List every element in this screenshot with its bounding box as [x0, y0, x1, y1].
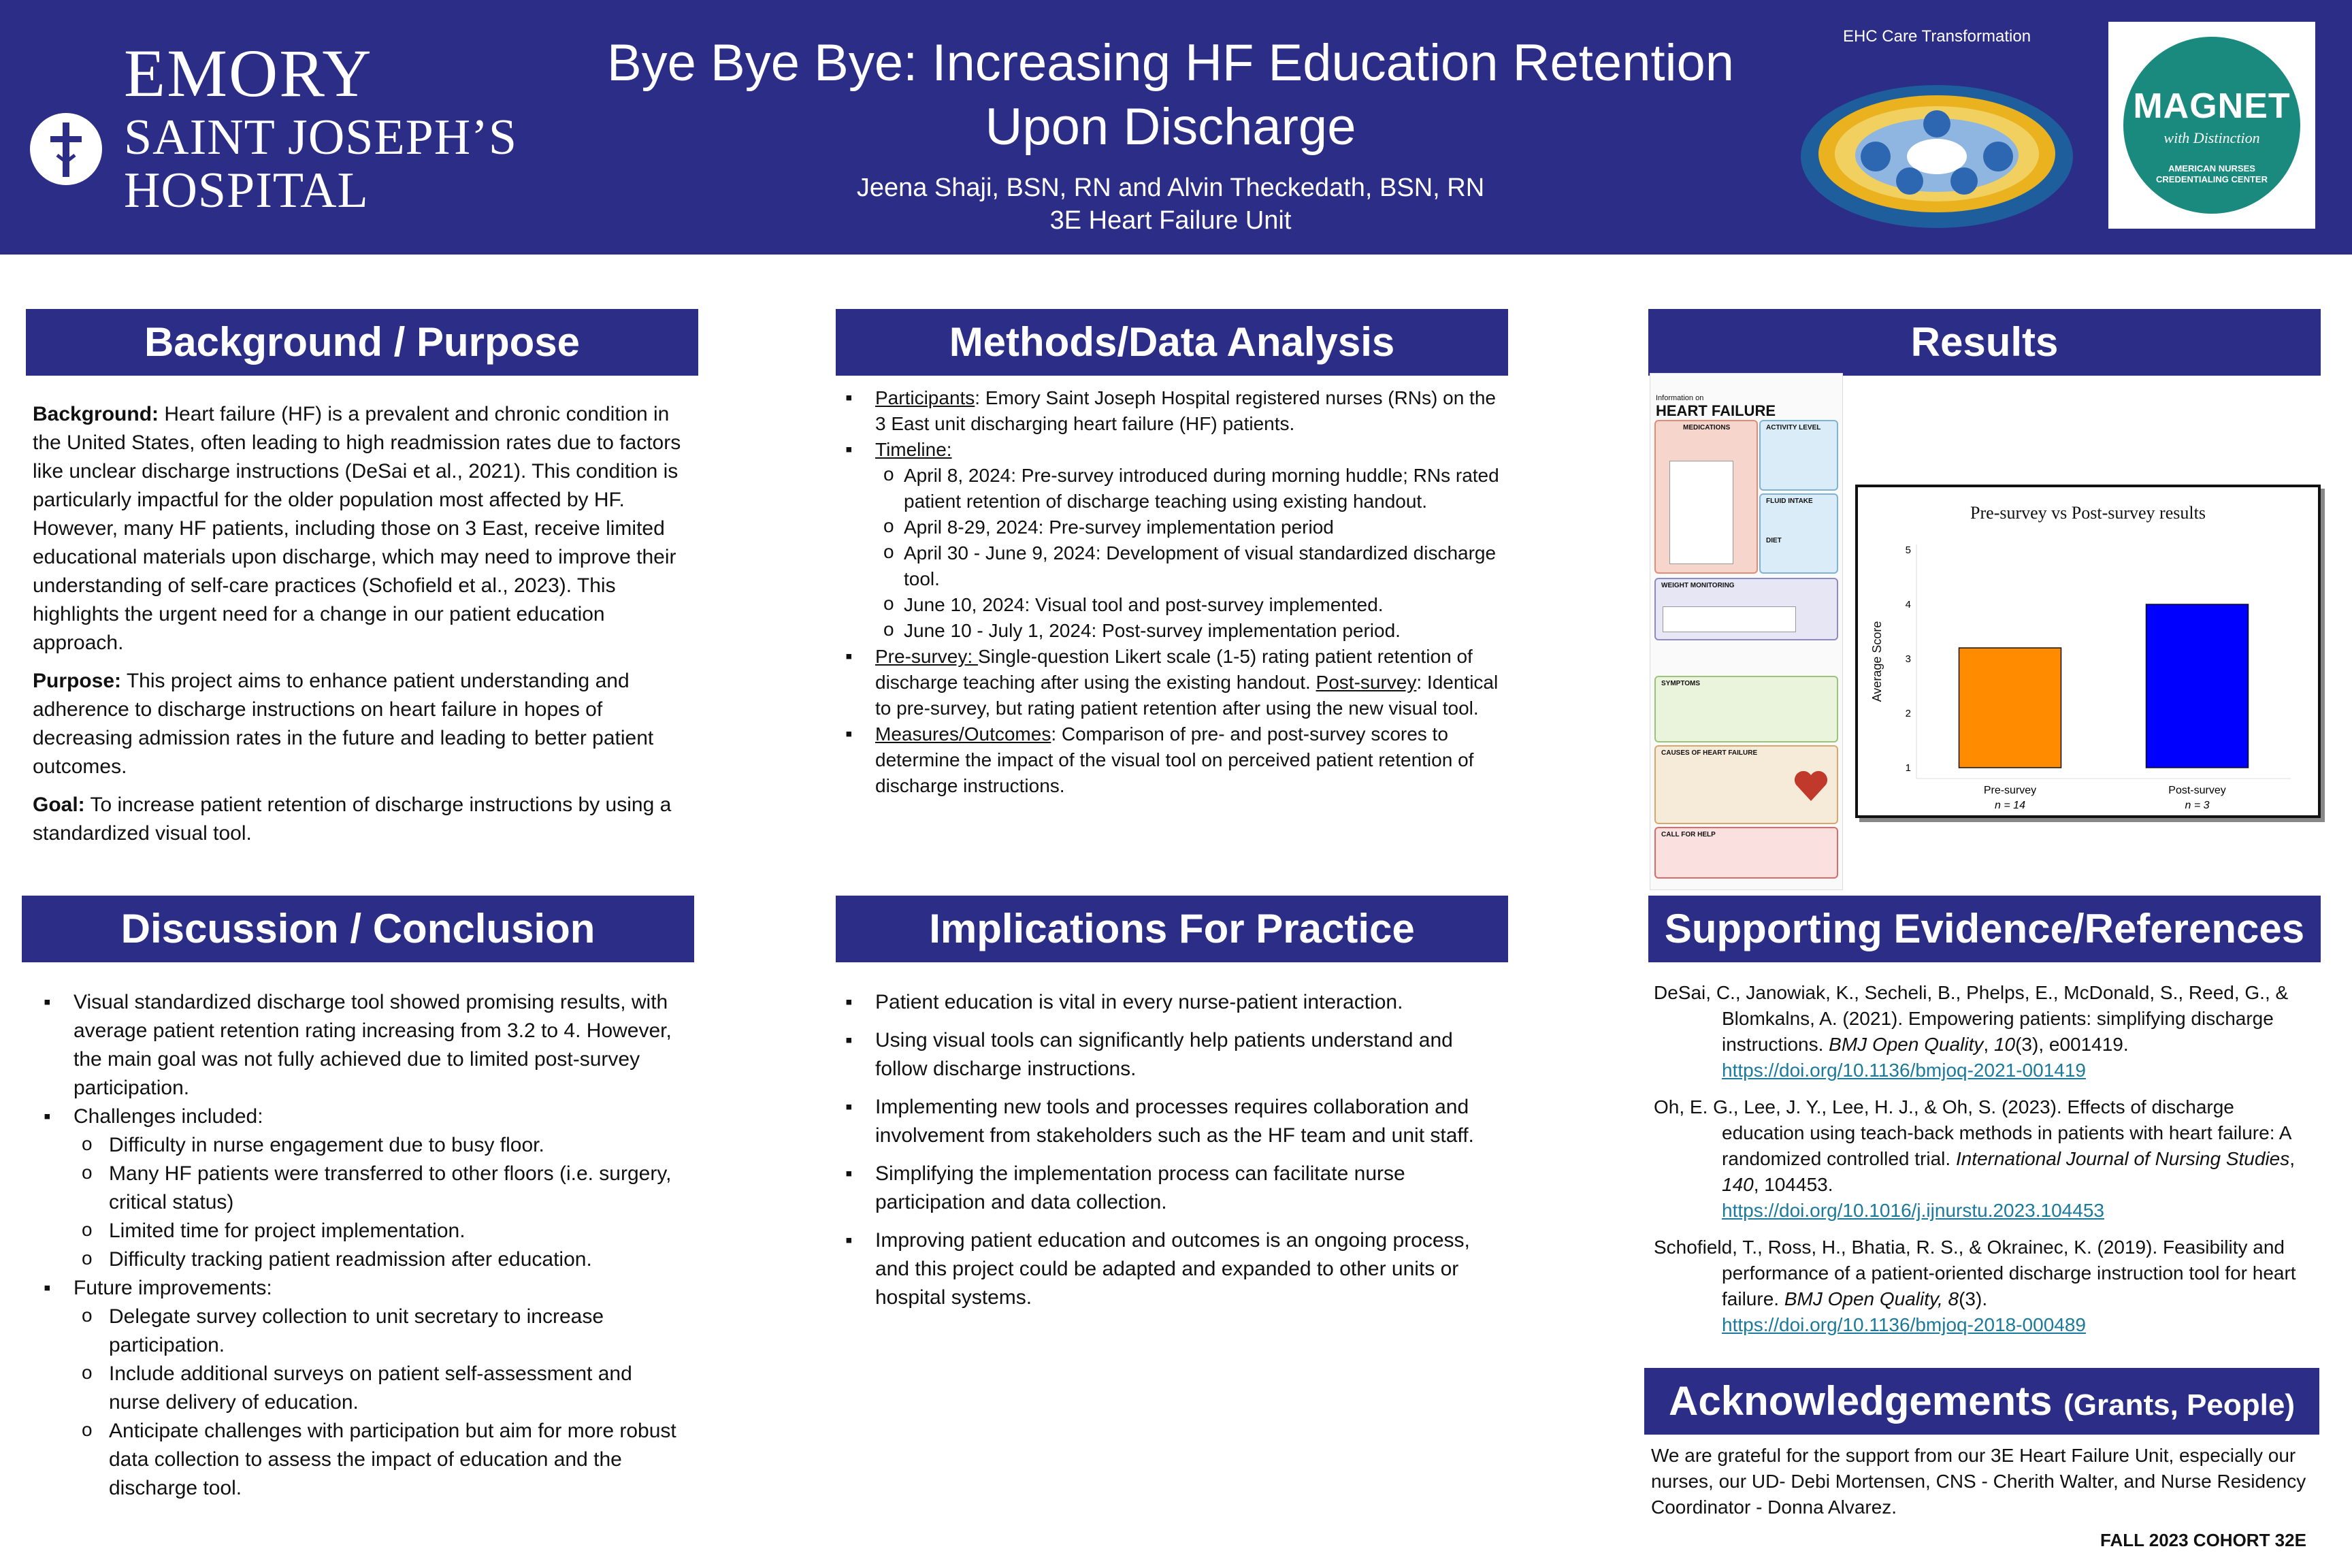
- magnet-org: AMERICAN NURSES CREDENTIALING CENTER: [2156, 163, 2268, 184]
- title-line-1: Bye Bye Bye: Increasing HF Education Retention: [606, 34, 1734, 92]
- reference-item: [1654, 980, 2321, 1083]
- magnet-badge: [2108, 22, 2315, 229]
- handout-title: HEART FAILURE: [1656, 402, 1776, 419]
- magnet-subtitle: with Distinction: [2163, 129, 2260, 146]
- presurvey-text: Single-question Likert scale (1-5) rating patient retention of discharge teaching after using the existing handout.: [875, 646, 1473, 693]
- medication-table: [1669, 461, 1733, 564]
- call-box: [1654, 827, 1838, 879]
- postsurvey-label: Post-survey: [1316, 672, 1417, 693]
- chart-y-ticks: [1906, 544, 1911, 774]
- background-body: [33, 400, 694, 858]
- ref1-volume: 10: [1993, 1034, 2016, 1055]
- chart-x-tick: Post-survey: [2168, 785, 2226, 796]
- background-paragraph: [33, 400, 694, 657]
- methods-body: [836, 385, 1505, 799]
- participants-text: : Emory Saint Joseph Hospital registered nurses (RNs) on the 3 East unit discharging heart failure (HF) patients.: [875, 387, 1496, 434]
- future-item: o Include additional surveys on patient self-assessment and nurse delivery of education.: [74, 1360, 687, 1417]
- purpose-paragraph: [33, 667, 694, 781]
- chart-y-tick: 3: [1905, 653, 1911, 665]
- timeline-item: o April 8, 2024: Pre-survey introduced during morning huddle; RNs rated patient retention of discharge teaching using existing handout.: [875, 463, 1505, 514]
- logo-hospital-text: HOSPITAL: [124, 163, 369, 218]
- fluid-label: FLUID INTAKE: [1766, 497, 1813, 505]
- ref2-volume: 140: [1722, 1174, 1754, 1195]
- future-item: o Anticipate challenges with participation but aim for more robust data collection to assess the impact of education and the discharge tool.: [74, 1417, 687, 1503]
- ref2-journal: International Journal of Nursing Studies: [1955, 1148, 2290, 1169]
- challenges-label: Challenges included:: [74, 1105, 263, 1128]
- implications-body: [836, 988, 1505, 1322]
- chart-y-tick: 2: [1905, 708, 1911, 719]
- heart-icon: [1792, 767, 1830, 805]
- ref1-journal: BMJ Open Quality: [1829, 1034, 1984, 1055]
- implications-heading: Implications For Practice: [836, 896, 1508, 962]
- magnet-word: MAGNET: [2133, 86, 2291, 126]
- weight-box: [1654, 578, 1838, 640]
- cohort-label: FALL 2023 COHORT 32E: [2100, 1530, 2306, 1550]
- weight-table: [1663, 606, 1796, 632]
- discussion-body: [34, 988, 687, 1503]
- purpose-label: Purpose:: [33, 670, 122, 692]
- bar-chart-svg: [1858, 487, 2318, 815]
- chart-bars: [1959, 604, 2249, 768]
- presurvey-label: Pre-survey:: [875, 646, 978, 667]
- implication-item: ▪ Using visual tools can significantly help patients understand and follow discharge instructions.: [836, 1026, 1505, 1083]
- logo-emory-text: EMORY: [124, 35, 373, 111]
- timeline-item: o June 10 - July 1, 2024: Post-survey implementation period.: [875, 618, 1505, 644]
- methods-measures: [836, 721, 1505, 799]
- goal-label: Goal:: [33, 794, 85, 816]
- ref2-text: Oh, E. G., Lee, J. Y., Lee, H. J., & Oh, S. (2023). Effects of discharge education using teach-back methods in patients with heart failure: A randomized controlled trial.: [1654, 1096, 2291, 1169]
- background-heading: Background / Purpose: [26, 309, 698, 376]
- implication-item: ▪ Improving patient education and outcomes is an ongoing process, and this project could be adapted and expanded to other units or hospital systems.: [836, 1226, 1505, 1312]
- future-list: [74, 1303, 687, 1503]
- acknowledgements-heading: [1644, 1368, 2319, 1435]
- timeline-label: Timeline:: [875, 439, 952, 460]
- ack-title: Acknowledgements: [1669, 1378, 2053, 1424]
- chart-ylabel: Average Score: [1870, 621, 1884, 702]
- weight-label: WEIGHT MONITORING: [1661, 582, 1735, 589]
- background-label: Background:: [33, 403, 159, 425]
- goal-text: To increase patient retention of discharge instructions by using a standardized visual tool.: [33, 794, 672, 845]
- discussion-list: [34, 988, 687, 1503]
- ack-text: We are grateful for the support from our 3E Heart Failure Unit, especially our nurses, our UD- Debi Mortensen, CNS - Cherith Walter, and Nurse Residency Coordinator - Donna Alvarez.: [1651, 1445, 2306, 1518]
- ref3-text: Schofield, T., Ross, H., Bhatia, R. S., & Okrainec, K. (2019). Feasibility and performance of a patient-oriented discharge instruction tool for heart failure.: [1654, 1237, 2296, 1309]
- fluid-diet-box: [1759, 493, 1838, 574]
- methods-list: [836, 385, 1505, 799]
- chart-y-tick: 1: [1905, 762, 1911, 774]
- results-chart: [1855, 485, 2321, 818]
- discussion-challenges: [34, 1102, 687, 1274]
- challenge-item: o Many HF patients were transferred to other floors (i.e. surgery, critical status): [74, 1160, 687, 1217]
- medications-box: [1654, 420, 1758, 574]
- chart-bar: [2146, 604, 2249, 768]
- ref3-journal: BMJ Open Quality, 8: [1784, 1288, 1959, 1309]
- goal-paragraph: [33, 791, 694, 848]
- timeline-list: [875, 463, 1505, 644]
- methods-timeline: [836, 437, 1505, 644]
- symptoms-label: SYMPTOMS: [1661, 680, 1701, 687]
- logo-saint-josephs-text: SAINT JOSEPH’S: [124, 110, 518, 165]
- methods-heading: Methods/Data Analysis: [836, 309, 1508, 376]
- methods-surveys: [836, 644, 1505, 721]
- symptoms-box: [1654, 676, 1838, 742]
- chart-x-labels: [1984, 785, 2226, 811]
- ref1-rest: (3), e001419.: [2015, 1034, 2129, 1055]
- chart-x-tick: Pre-survey: [1983, 785, 2037, 796]
- ref2-comma: ,: [2289, 1148, 2296, 1169]
- timeline-item: o April 30 - June 9, 2024: Development of visual standardized discharge tool.: [875, 540, 1505, 592]
- ref3-link[interactable]: https://doi.org/10.1136/bmjoq-2018-000489: [1722, 1314, 2086, 1335]
- challenge-item: o Difficulty in nurse engagement due to busy floor.: [74, 1131, 687, 1160]
- ref2-rest: , 104453.: [1753, 1174, 1833, 1195]
- ref1-link[interactable]: https://doi.org/10.1136/bmjoq-2021-001419: [1722, 1060, 2086, 1081]
- call-label: CALL FOR HELP: [1661, 831, 1716, 838]
- postsurvey-text: : Identical to pre-survey, but rating patient retention after using the new visual tool.: [875, 672, 1499, 719]
- title-line-2: Upon Discharge: [985, 98, 1356, 156]
- discussion-heading: Discussion / Conclusion: [22, 896, 694, 962]
- emory-logo: [30, 35, 554, 218]
- medications-label: MEDICATIONS: [1683, 424, 1731, 431]
- chart-title: Pre-survey vs Post-survey results: [1970, 503, 2206, 523]
- chart-y-tick: 5: [1905, 544, 1911, 556]
- poster-header: [0, 0, 2352, 255]
- challenge-item: o Difficulty tracking patient readmission after education.: [74, 1245, 687, 1274]
- discussion-item: ▪ Visual standardized discharge tool showed promising results, with average patient retention rating increasing from 3.2 to 4. However, the main goal was not fully achieved due to limited post-survey participation.: [34, 988, 687, 1102]
- ref1-text: DeSai, C., Janowiak, K., Secheli, B., Phelps, E., McDonald, S., Reed, G., & Blomkalns, A. (2021). Empowering patients: simplifying discharge instructions.: [1654, 982, 2289, 1055]
- timeline-item: o June 10, 2024: Visual tool and post-survey implemented.: [875, 592, 1505, 618]
- chart-sample-size: n = 3: [2185, 800, 2210, 811]
- references-heading: Supporting Evidence/References: [1648, 896, 2321, 962]
- poster-title: [558, 31, 1783, 159]
- ehc-care-transformation-graphic: [1794, 27, 2080, 231]
- implication-item: ▪ Patient education is vital in every nurse-patient interaction.: [836, 988, 1505, 1017]
- future-label: Future improvements:: [74, 1277, 272, 1299]
- discussion-future: [34, 1274, 687, 1503]
- diet-label: DIET: [1766, 537, 1782, 544]
- results-heading: Results: [1648, 309, 2321, 376]
- ref1-comma: ,: [1983, 1034, 1994, 1055]
- challenge-item: o Limited time for project implementation.: [74, 1217, 687, 1245]
- implication-item: ▪ Simplifying the implementation process can facilitate nurse participation and data collection.: [836, 1160, 1505, 1217]
- poster-authors: [558, 172, 1783, 237]
- heart-failure-handout: [1650, 373, 1843, 890]
- measures-text: : Comparison of pre- and post-survey scores to determine the impact of the visual tool on perceived patient retention of discharge instructions.: [875, 723, 1474, 796]
- authors-names: Jeena Shaji, BSN, RN and Alvin Theckedath, BSN, RN: [856, 174, 1485, 202]
- reference-item: [1654, 1094, 2321, 1224]
- handout-info: Information on: [1656, 394, 1704, 402]
- measures-label: Measures/Outcomes: [875, 723, 1051, 745]
- ref2-link[interactable]: https://doi.org/10.1016/j.ijnurstu.2023.104453: [1722, 1200, 2104, 1221]
- causes-label: CAUSES OF HEART FAILURE: [1661, 749, 1758, 757]
- ref3-rest: (3).: [1959, 1288, 1988, 1309]
- ehc-label: EHC Care Transformation: [1842, 27, 2031, 46]
- challenges-list: [74, 1131, 687, 1274]
- authors-unit: 3E Heart Failure Unit: [1049, 206, 1292, 235]
- future-item: o Delegate survey collection to unit secretary to increase participation.: [74, 1303, 687, 1360]
- implications-list: [836, 988, 1505, 1312]
- methods-participants: [836, 385, 1505, 437]
- references-body: [1654, 980, 2321, 1349]
- magnet-circle: [2123, 37, 2300, 214]
- reference-item: [1654, 1235, 2321, 1338]
- chart-sample-size: n = 14: [1995, 800, 2025, 811]
- cross-icon: [30, 113, 102, 185]
- activity-label: ACTIVITY LEVEL: [1766, 424, 1821, 431]
- chart-y-tick: 4: [1905, 599, 1911, 610]
- activity-box: [1759, 420, 1838, 491]
- implication-item: ▪ Implementing new tools and processes requires collaboration and involvement from stakeholders such as the HF team and unit staff.: [836, 1093, 1505, 1150]
- participants-label: Participants: [875, 387, 975, 408]
- ack-subtitle: (Grants, People): [2063, 1388, 2295, 1422]
- background-text: Heart failure (HF) is a prevalent and chronic condition in the United States, often leading to high readmission rates due to factors like unclear discharge instructions (DeSai et al., 2021). This condition is particularly impactful for the older population most affected by HF. However, many HF patients, including those on 3 East, receive limited educational materials upon discharge, which may need to improve their understanding of self-care practices (Schofield et al., 2023). This highlights the urgent need for a change in our patient education approach.: [33, 403, 681, 654]
- causes-box: [1654, 745, 1838, 824]
- ehc-rings-icon: [1794, 27, 2080, 231]
- chart-bar: [1959, 648, 2061, 768]
- purpose-text: This project aims to enhance patient understanding and adherence to discharge instructions on heart failure in hopes of decreasing admission rates in the future and leading to better patient outcomes.: [33, 670, 654, 778]
- timeline-item: o April 8-29, 2024: Pre-survey implementation period: [875, 514, 1505, 540]
